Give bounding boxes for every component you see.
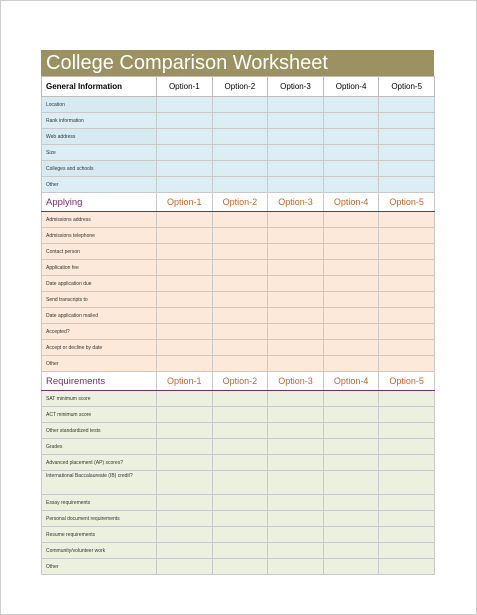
option-cell[interactable] xyxy=(323,276,379,292)
option-cell[interactable] xyxy=(157,455,213,471)
table-row xyxy=(42,228,435,244)
option-cell[interactable] xyxy=(268,113,324,129)
option-cell[interactable] xyxy=(212,129,268,145)
table-row xyxy=(42,527,435,543)
option-cell[interactable] xyxy=(212,439,268,455)
option-cell[interactable] xyxy=(379,455,435,471)
option-cell[interactable] xyxy=(157,228,213,244)
table-row xyxy=(42,145,435,161)
option-cell[interactable] xyxy=(379,527,435,543)
row-label: Other xyxy=(42,559,157,575)
row-label: Other xyxy=(42,177,157,193)
section-header-label: Applying xyxy=(42,193,157,212)
option-cell[interactable] xyxy=(379,391,435,407)
table-row xyxy=(42,423,435,439)
option-cell[interactable] xyxy=(157,260,213,276)
option-cell[interactable] xyxy=(157,471,213,495)
option-header: Option-2 xyxy=(212,372,268,391)
row-label: Rank information xyxy=(42,113,157,129)
table-row xyxy=(42,129,435,145)
row-label: Web address xyxy=(42,129,157,145)
row-label: Date application due xyxy=(42,276,157,292)
option-cell[interactable] xyxy=(379,113,435,129)
option-cell[interactable] xyxy=(268,292,324,308)
row-label: SAT minimum score xyxy=(42,391,157,407)
option-cell[interactable] xyxy=(379,129,435,145)
row-label: Send transcripts to xyxy=(42,292,157,308)
option-cell[interactable] xyxy=(379,423,435,439)
option-cell[interactable] xyxy=(379,276,435,292)
option-cell[interactable] xyxy=(212,260,268,276)
section-applying xyxy=(42,193,435,372)
option-cell[interactable] xyxy=(157,439,213,455)
option-cell[interactable] xyxy=(323,212,379,228)
row-label: Size xyxy=(42,145,157,161)
table-row xyxy=(42,495,435,511)
row-label: Resume requirements xyxy=(42,527,157,543)
option-cell[interactable] xyxy=(379,228,435,244)
option-cell[interactable] xyxy=(212,145,268,161)
row-label: Grades xyxy=(42,439,157,455)
option-cell[interactable] xyxy=(323,543,379,559)
row-label: ACT minimum score xyxy=(42,407,157,423)
option-cell[interactable] xyxy=(268,260,324,276)
option-cell[interactable] xyxy=(379,543,435,559)
section-header-label: Requirements xyxy=(42,372,157,391)
table-row xyxy=(42,356,435,372)
option-cell[interactable] xyxy=(379,471,435,495)
option-cell[interactable] xyxy=(323,495,379,511)
table-row xyxy=(42,559,435,575)
option-cell[interactable] xyxy=(212,244,268,260)
row-label: Application fee xyxy=(42,260,157,276)
option-header: Option-1 xyxy=(157,372,213,391)
option-cell[interactable] xyxy=(157,161,213,177)
option-cell[interactable] xyxy=(323,97,379,113)
option-cell[interactable] xyxy=(323,113,379,129)
option-cell[interactable] xyxy=(379,97,435,113)
option-cell[interactable] xyxy=(323,260,379,276)
option-header: Option-4 xyxy=(323,372,379,391)
option-cell[interactable] xyxy=(323,244,379,260)
table-row xyxy=(42,276,435,292)
section-requirements xyxy=(42,372,435,575)
option-cell[interactable] xyxy=(212,559,268,575)
option-cell[interactable] xyxy=(268,423,324,439)
option-cell[interactable] xyxy=(157,324,213,340)
option-cell[interactable] xyxy=(379,559,435,575)
option-cell[interactable] xyxy=(268,511,324,527)
option-header: Option-2 xyxy=(212,77,268,97)
option-cell[interactable] xyxy=(323,511,379,527)
option-cell[interactable] xyxy=(379,495,435,511)
option-cell[interactable] xyxy=(268,308,324,324)
option-cell[interactable] xyxy=(212,97,268,113)
option-cell[interactable] xyxy=(212,455,268,471)
table-row xyxy=(42,113,435,129)
option-cell[interactable] xyxy=(157,292,213,308)
option-cell[interactable] xyxy=(268,455,324,471)
section-header-row xyxy=(42,193,435,212)
section-header-label: General Information xyxy=(42,77,157,97)
option-cell[interactable] xyxy=(379,244,435,260)
option-cell[interactable] xyxy=(268,276,324,292)
option-cell[interactable] xyxy=(157,423,213,439)
table-row xyxy=(42,308,435,324)
option-cell[interactable] xyxy=(379,511,435,527)
option-cell[interactable] xyxy=(379,324,435,340)
option-cell[interactable] xyxy=(268,324,324,340)
option-cell[interactable] xyxy=(323,228,379,244)
option-cell[interactable] xyxy=(323,292,379,308)
option-cell[interactable] xyxy=(157,177,213,193)
option-cell[interactable] xyxy=(268,559,324,575)
option-cell[interactable] xyxy=(212,228,268,244)
option-cell[interactable] xyxy=(268,391,324,407)
option-cell[interactable] xyxy=(212,324,268,340)
option-header: Option-1 xyxy=(157,77,213,97)
option-cell[interactable] xyxy=(212,391,268,407)
option-cell[interactable] xyxy=(379,308,435,324)
option-cell[interactable] xyxy=(212,161,268,177)
section-header-row xyxy=(42,372,435,391)
row-label: Location xyxy=(42,97,157,113)
table-row xyxy=(42,439,435,455)
option-cell[interactable] xyxy=(157,543,213,559)
option-cell[interactable] xyxy=(268,407,324,423)
option-cell[interactable] xyxy=(379,340,435,356)
section-general-information xyxy=(42,77,435,193)
option-cell[interactable] xyxy=(268,543,324,559)
option-cell[interactable] xyxy=(212,113,268,129)
option-cell[interactable] xyxy=(379,177,435,193)
option-cell[interactable] xyxy=(212,527,268,543)
option-cell[interactable] xyxy=(379,356,435,372)
option-header: Option-3 xyxy=(268,77,324,97)
row-label: Personal document requirements xyxy=(42,511,157,527)
option-cell[interactable] xyxy=(157,97,213,113)
option-cell[interactable] xyxy=(212,276,268,292)
option-cell[interactable] xyxy=(212,495,268,511)
option-cell[interactable] xyxy=(268,527,324,543)
table-row xyxy=(42,407,435,423)
table-row xyxy=(42,244,435,260)
option-cell[interactable] xyxy=(379,145,435,161)
option-cell[interactable] xyxy=(157,356,213,372)
option-cell[interactable] xyxy=(157,244,213,260)
row-label: Accept or decline by date xyxy=(42,340,157,356)
option-cell[interactable] xyxy=(323,471,379,495)
option-cell[interactable] xyxy=(268,356,324,372)
option-cell[interactable] xyxy=(323,308,379,324)
option-cell[interactable] xyxy=(212,407,268,423)
row-label: Admissions telephone xyxy=(42,228,157,244)
option-cell[interactable] xyxy=(212,308,268,324)
option-cell[interactable] xyxy=(268,97,324,113)
option-cell[interactable] xyxy=(212,356,268,372)
option-cell[interactable] xyxy=(157,407,213,423)
option-cell[interactable] xyxy=(323,161,379,177)
row-label: Other xyxy=(42,356,157,372)
option-header: Option-1 xyxy=(157,193,213,212)
row-label: Community/volunteer work xyxy=(42,543,157,559)
option-cell[interactable] xyxy=(268,471,324,495)
row-label: Colleges and schools xyxy=(42,161,157,177)
option-cell[interactable] xyxy=(323,439,379,455)
option-cell[interactable] xyxy=(323,455,379,471)
worksheet-title: College Comparison Worksheet xyxy=(41,50,434,76)
option-cell[interactable] xyxy=(379,292,435,308)
option-header: Option-4 xyxy=(323,193,379,212)
option-cell[interactable] xyxy=(157,113,213,129)
option-cell[interactable] xyxy=(323,423,379,439)
option-cell[interactable] xyxy=(379,260,435,276)
option-cell[interactable] xyxy=(379,407,435,423)
option-cell[interactable] xyxy=(212,212,268,228)
option-cell[interactable] xyxy=(157,340,213,356)
option-cell[interactable] xyxy=(212,292,268,308)
option-cell[interactable] xyxy=(268,439,324,455)
option-cell[interactable] xyxy=(268,177,324,193)
option-cell[interactable] xyxy=(323,324,379,340)
table-row xyxy=(42,97,435,113)
table-row xyxy=(42,471,435,495)
option-header: Option-3 xyxy=(268,193,324,212)
option-cell[interactable] xyxy=(212,511,268,527)
option-cell[interactable] xyxy=(379,212,435,228)
option-cell[interactable] xyxy=(268,495,324,511)
table-row xyxy=(42,324,435,340)
table-row xyxy=(42,177,435,193)
option-cell[interactable] xyxy=(268,145,324,161)
option-header: Option-2 xyxy=(212,193,268,212)
option-cell[interactable] xyxy=(323,391,379,407)
option-header: Option-5 xyxy=(379,193,435,212)
option-cell[interactable] xyxy=(268,244,324,260)
row-label: International Baccalaureate (IB) credit? xyxy=(42,471,157,495)
option-cell[interactable] xyxy=(268,161,324,177)
option-cell[interactable] xyxy=(268,340,324,356)
worksheet xyxy=(41,50,434,575)
comparison-table xyxy=(41,76,435,575)
row-label: Essay requirements xyxy=(42,495,157,511)
option-cell[interactable] xyxy=(212,177,268,193)
row-label: Date application mailed xyxy=(42,308,157,324)
option-header: Option-5 xyxy=(379,372,435,391)
option-cell[interactable] xyxy=(212,471,268,495)
option-cell[interactable] xyxy=(323,527,379,543)
row-label: Advanced placement (AP) scores? xyxy=(42,455,157,471)
option-cell[interactable] xyxy=(157,391,213,407)
section-header-row xyxy=(42,77,435,97)
option-cell[interactable] xyxy=(323,145,379,161)
row-label: Other standardized tests xyxy=(42,423,157,439)
row-label: Accepted? xyxy=(42,324,157,340)
option-cell[interactable] xyxy=(157,308,213,324)
option-cell[interactable] xyxy=(212,543,268,559)
table-row xyxy=(42,340,435,356)
option-cell[interactable] xyxy=(212,423,268,439)
option-cell[interactable] xyxy=(157,559,213,575)
option-cell[interactable] xyxy=(157,145,213,161)
option-header: Option-5 xyxy=(379,77,435,97)
option-header: Option-4 xyxy=(323,77,379,97)
option-cell[interactable] xyxy=(268,212,324,228)
option-cell[interactable] xyxy=(157,527,213,543)
option-cell[interactable] xyxy=(379,439,435,455)
table-row xyxy=(42,391,435,407)
option-cell[interactable] xyxy=(157,495,213,511)
option-cell[interactable] xyxy=(268,228,324,244)
row-label: Admissions address xyxy=(42,212,157,228)
table-row xyxy=(42,455,435,471)
option-cell[interactable] xyxy=(157,129,213,145)
option-cell[interactable] xyxy=(157,212,213,228)
option-cell[interactable] xyxy=(323,407,379,423)
option-cell[interactable] xyxy=(323,356,379,372)
row-label: Contact person xyxy=(42,244,157,260)
option-cell[interactable] xyxy=(212,340,268,356)
option-cell[interactable] xyxy=(379,161,435,177)
table-row xyxy=(42,511,435,527)
option-cell[interactable] xyxy=(323,177,379,193)
table-row xyxy=(42,543,435,559)
option-cell[interactable] xyxy=(323,129,379,145)
table-row xyxy=(42,260,435,276)
option-header: Option-3 xyxy=(268,372,324,391)
option-cell[interactable] xyxy=(268,129,324,145)
table-row xyxy=(42,161,435,177)
table-row xyxy=(42,292,435,308)
option-cell[interactable] xyxy=(323,340,379,356)
table-row xyxy=(42,212,435,228)
option-cell[interactable] xyxy=(323,559,379,575)
option-cell[interactable] xyxy=(157,276,213,292)
option-cell[interactable] xyxy=(157,511,213,527)
